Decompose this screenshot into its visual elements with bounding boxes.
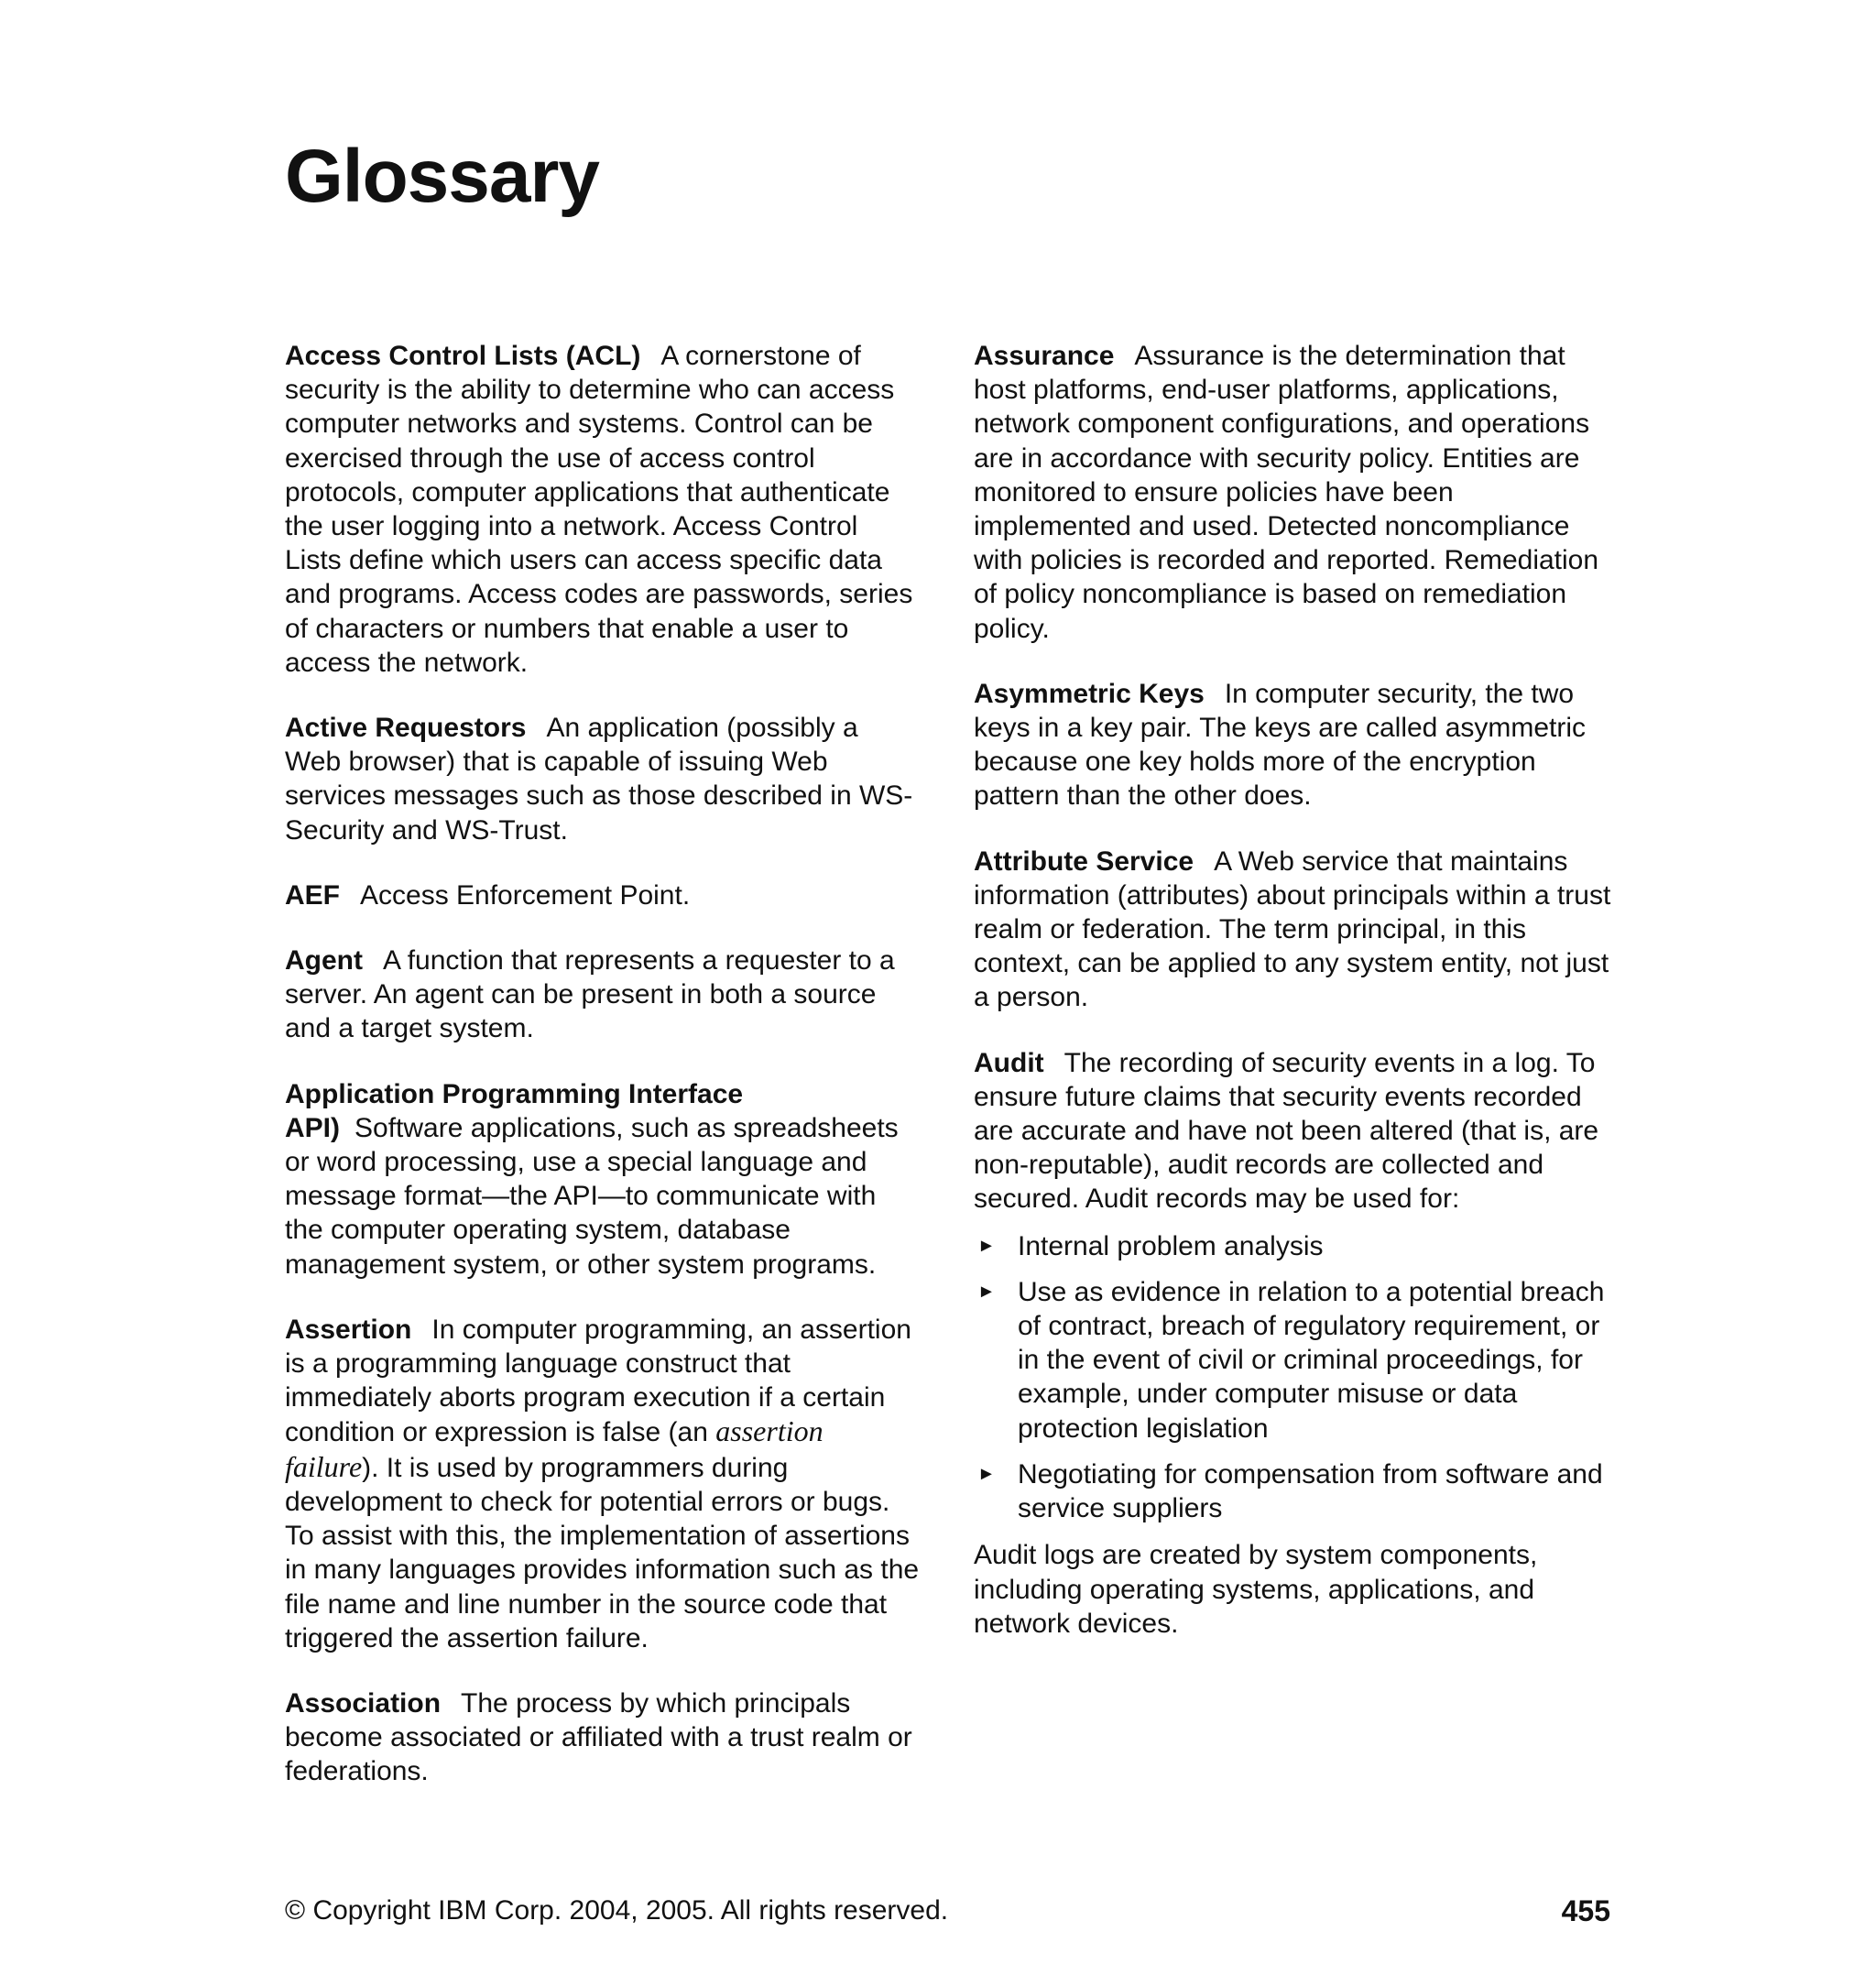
glossary-term: Application Programming Interface	[285, 1078, 744, 1109]
glossary-entry-acl	[285, 339, 922, 680]
glossary-term: Audit	[974, 1047, 1044, 1078]
glossary-entry-aef	[285, 878, 922, 912]
glossary-entry-audit	[974, 1046, 1615, 1641]
glossary-term: Access Control Lists (ACL)	[285, 341, 641, 371]
glossary-definition: A cornerstone of security is the ability to determine who can access computer networks and systems. Control can be exercised through the use of access control protocols, computer applications that authenticate the user logging into a network. Access Control Lists define which users can access specific data and programs. Access codes are passwords, series of characters or numbers that enable a user to access the network.	[285, 341, 913, 678]
glossary-term: Asymmetric Keys	[974, 678, 1205, 709]
triangle-right-icon: ►	[977, 1235, 996, 1256]
glossary-term: Assurance	[974, 341, 1115, 371]
glossary-entry-assertion	[285, 1313, 922, 1655]
glossary-definition: In computer programming, an assertion is a programming language construct that immediately aborts program execution if a certain condition or expression is false (an	[285, 1314, 911, 1448]
glossary-definition: Assurance is the determination that host platforms, end-user platforms, applications, network component configurations, and operations are in accordance with security policy. Entities are monitored to ensure policies have been implemented and used. Detected noncompliance with policies is recorded and reported. Remediation of policy noncompliance is based on remediation policy.	[974, 341, 1599, 644]
glossary-entry-association	[285, 1686, 922, 1789]
glossary-definition: ). It is used by programmers during development to check for potential errors or bugs. To assist with this, the implementation of assertions in many languages provides information such as the file name and line number in the source code that triggered the assertion failure.	[285, 1452, 920, 1653]
triangle-right-icon: ►	[977, 1463, 996, 1484]
glossary-entry-attribute-service	[974, 845, 1615, 1015]
glossary-entry-api	[285, 1077, 922, 1282]
glossary-definition: The recording of security events in a log. To ensure future claims that security events recorded are accurate and have not been altered (that is, are non-reputable), audit records are collected and secured. Audit records may be used for:	[974, 1047, 1599, 1215]
glossary-definition: The process by which principals become associated or affiliated with a trust realm or federations.	[285, 1687, 912, 1787]
glossary-definition-emphasis: assertion failure	[285, 1414, 823, 1483]
glossary-definition: Access Enforcement Point.	[360, 879, 691, 911]
glossary-definition: An application (possibly a Web browser) that is capable of issuing Web services messages such as those described in WS-Security and WS-Trust.	[285, 713, 913, 846]
glossary-term-continuation: API)	[285, 1112, 340, 1143]
copyright-notice: © Copyright IBM Corp. 2004, 2005. All rights reserved.	[285, 1895, 949, 1926]
glossary-column-left	[285, 339, 922, 1820]
glossary-definition: Software applications, such as spreadsheets or word processing, use a special language and message format—the API—to communicate with the computer operating system, database management system, or other system programs.	[285, 1112, 899, 1280]
glossary-term: Active Requestors	[285, 713, 527, 744]
glossary-entry-agent	[285, 944, 922, 1046]
page-title: Glossary	[285, 135, 599, 218]
glossary-term: Attribute Service	[974, 846, 1194, 877]
glossary-definition: In computer security, the two keys in a key pair. The keys are called asymmetric because one key holds more of the encryption pattern than the other does.	[974, 678, 1587, 812]
triangle-right-icon: ►	[977, 1281, 996, 1302]
list-item	[974, 1457, 1615, 1525]
glossary-term: AEF	[285, 879, 340, 911]
glossary-term: Association	[285, 1687, 442, 1719]
glossary-entry-assurance	[974, 339, 1615, 646]
glossary-definition: A function that represents a requester to a server. An agent can be present in both a source and a target system.	[285, 945, 895, 1044]
list-item-text: Negotiating for compensation from software and service suppliers	[1018, 1458, 1603, 1524]
audit-uses-list	[974, 1229, 1615, 1526]
list-item	[974, 1275, 1615, 1446]
glossary-entry-active-requestors	[285, 711, 922, 847]
list-item	[974, 1229, 1615, 1263]
glossary-definition: A Web service that maintains information (attributes) about principals within a trust realm or federation. The term principal, in this context, can be applied to any system entity, not just a person.	[974, 846, 1611, 1013]
list-item-text: Use as evidence in relation to a potential breach of contract, breach of regulatory requirement, or in the event of civil or criminal proceedings, for example, under computer misuse or data protection legislation	[1018, 1276, 1605, 1444]
glossary-term: Agent	[285, 945, 363, 977]
glossary-entry-asymmetric-keys	[974, 677, 1615, 813]
audit-closing: Audit logs are created by system components, including operating systems, applications, and network devices.	[974, 1540, 1538, 1639]
glossary-column-right	[974, 339, 1615, 1672]
audit-intro	[974, 1046, 1615, 1217]
glossary-term: Assertion	[285, 1314, 412, 1345]
list-item-text: Internal problem analysis	[1018, 1230, 1324, 1261]
page-number: 455	[1561, 1894, 1610, 1927]
